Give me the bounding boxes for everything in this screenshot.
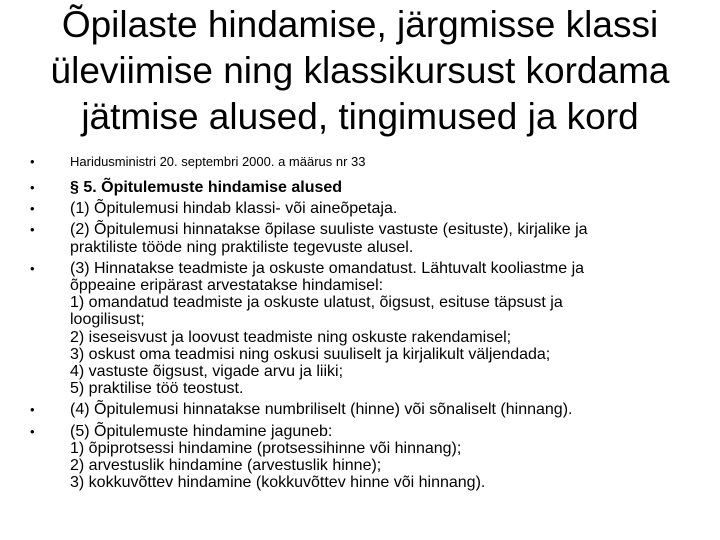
list-item-paragraph-5	[0, 423, 720, 492]
list-item-regulation	[0, 153, 720, 171]
bullet-icon: •	[30, 402, 35, 418]
list-item-paragraph-1	[0, 200, 720, 217]
list-item-text: Haridusministri 20. septembri 2000. a määrus nr 33	[70, 154, 366, 169]
bullet-list	[0, 153, 720, 495]
list-item-text: 4) vastuste õigsust, vigade arvu ja liiki;	[70, 363, 344, 381]
list-item-text: 2) arvestuslik hindamine (arvestuslik hinne);	[70, 457, 382, 475]
title-line: üleviimise ning klassikursust kordama	[50, 50, 670, 91]
list-item-text: (3) Hinnatakse teadmiste ja oskuste omandatust. Lähtuvalt kooliastme ja	[70, 259, 585, 277]
list-item-text: 1) omandatud teadmiste ja oskuste ulatust, õigsust, esituse täpsust ja	[70, 294, 563, 312]
list-item-text: (2) Õpitulemusi hinnatakse õpilase suuliste vastuste (esituste), kirjalike ja	[70, 221, 588, 239]
list-item-text: praktiliste tööde ning praktiliste tegevuste alusel.	[70, 238, 414, 256]
list-item-text: loogilisust;	[70, 311, 145, 329]
bullet-icon: •	[30, 222, 35, 238]
bullet-icon: •	[30, 423, 35, 439]
list-item-text: 1) õpiprotsessi hindamine (protsessihinne või hinnang);	[70, 439, 462, 457]
list-item-text: (1) Õpitulemusi hindab klassi- või aineõpetaja.	[70, 200, 398, 218]
slide-title	[0, 2, 720, 140]
list-item-paragraph-4	[0, 401, 720, 418]
list-item-text: 3) kokkuvõttev hindamine (kokkuvõttev hinne või hinnang).	[70, 474, 486, 492]
list-item-text: õppeaine eripärast arvestatakse hindamisel:	[70, 277, 384, 295]
list-item-text: 5) praktilise töö teostust.	[70, 380, 244, 398]
bullet-icon: •	[30, 154, 35, 169]
list-item-paragraph-3	[0, 260, 720, 398]
title-line: Õpilaste hindamise, järgmisse klassi	[61, 4, 659, 45]
bullet-icon: •	[30, 201, 35, 217]
bullet-icon: •	[30, 180, 35, 195]
list-item-section-heading	[0, 179, 720, 196]
title-line: jätmise alused, tingimused ja kord	[81, 96, 639, 137]
list-item-text: (4) Õpitulemusi hinnatakse numbriliselt (hinne) või sõnaliselt (hinnang).	[70, 401, 573, 419]
bullet-icon: •	[30, 260, 35, 276]
list-item-text: (5) Õpitulemuste hindamine jaguneb:	[70, 422, 333, 440]
list-item-text: 2) iseseisvust ja loovust teadmiste ning oskuste rakendamisel;	[70, 328, 512, 346]
section-heading: § 5. Õpitulemuste hindamise alused	[70, 179, 343, 196]
list-item-text: 3) oskust oma teadmisi ning oskusi suuliselt ja kirjalikult väljendada;	[70, 345, 551, 363]
list-item-paragraph-2	[0, 221, 720, 255]
